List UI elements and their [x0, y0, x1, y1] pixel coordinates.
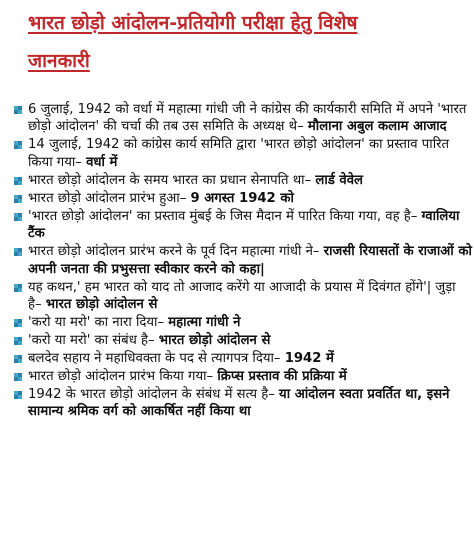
answer-text: 1942 में [284, 351, 334, 367]
list-item [10, 350, 472, 367]
question-text: 'भारत छोड़ो आंदोलन' का प्रस्ताव मुंबई के जिस मैदान में पारित किया गया, वह है– [28, 208, 422, 224]
diamond-bullet-icon [14, 373, 22, 381]
answer-text: राजसी रियासतों के राजाओं को अपनी जनता की प्रभुसत्ता स्वीकार करने को कहा| [28, 244, 472, 277]
answer-text: भारत छोड़ो आंदोलन से [45, 297, 158, 313]
diamond-bullet-icon [14, 284, 22, 292]
answer-text: क्रिप्स प्रस्ताव की प्रक्रिया में [217, 369, 347, 385]
answer-text: 9 अगस्त 1942 को [190, 190, 294, 206]
answer-text: ग्वालिया टैंक [28, 208, 460, 242]
list-item [10, 101, 472, 136]
list-item [10, 386, 472, 421]
title-line-1: भारत छोड़ो आंदोलन-प्रतियोगी परीक्षा हेतु विशेष [28, 12, 358, 34]
list-item [10, 136, 472, 171]
title-line-2: जानकारी [28, 50, 90, 72]
answer-text: वर्धा में [86, 154, 118, 170]
diamond-bullet-icon [14, 337, 22, 345]
question-text: भारत छोड़ो आंदोलन प्रारंभ करने के पूर्व दिन महात्मा गांधी ने– [28, 244, 324, 260]
diamond-bullet-icon [14, 141, 22, 149]
question-text: यह कथन,' हम भारत को याद तो आजाद करेंगे या आजादी के प्रयास में दिवंगत होंगे'| जुड़ा है– [28, 279, 456, 313]
question-text: भारत छोड़ो आंदोलन प्रारंभ किया गया– [28, 369, 218, 385]
answer-text: भारत छोड़ो आंदोलन से [158, 333, 271, 349]
answer-text: या आंदोलन स्वता प्रवर्तित था, इसने सामान्य श्रमिक वर्ग को आकर्षित नहीं किया था [28, 387, 450, 420]
question-text: 6 जुलाई, 1942 को वर्धा में महात्मा गांधी जी ने कांग्रेस की कार्यकारी समिति में अपने 'भारत छोड़ो आंदोलन' की चर्चा की तब उस समिति के अध्यक्ष थे– [28, 102, 467, 135]
question-text: भारत छोड़ो आंदोलन के समय भारत का प्रधान सेनापति था– [28, 172, 316, 188]
question-text: 1942 के भारत छोड़ो आंदोलन के संबंध में सत्य है– [28, 387, 280, 403]
list-item [10, 279, 472, 314]
diamond-bullet-icon [14, 106, 22, 114]
list-item [10, 208, 472, 243]
question-text: बलदेव सहाय ने महाधिवक्ता के पद से त्यागपत्र दिया– [28, 351, 285, 367]
diamond-bullet-icon [14, 213, 22, 221]
diamond-bullet-icon [14, 319, 22, 327]
answer-text: मौलाना अबुल कलाम आजाद [307, 119, 447, 135]
list-item [10, 332, 472, 349]
diamond-bullet-icon [14, 248, 22, 256]
list-item [10, 368, 472, 385]
answer-text: महात्मा गांधी ने [168, 315, 241, 331]
article-title [0, 0, 474, 80]
list-item [10, 172, 472, 189]
answer-text: लार्ड वेवेल [315, 172, 363, 188]
list-item [10, 190, 472, 207]
question-text: 14 जुलाई, 1942 को कांग्रेस कार्य समिति द्वारा 'भारत छोड़ो आंदोलन' का प्रस्ताव पारित किया गया– [28, 137, 450, 170]
diamond-bullet-icon [14, 355, 22, 363]
question-text: भारत छोड़ो आंदोलन प्रारंभ हुआ– [28, 190, 191, 206]
diamond-bullet-icon [14, 391, 22, 399]
question-text: 'करो या मरो' का नारा दिया– [28, 315, 169, 331]
diamond-bullet-icon [14, 177, 22, 185]
facts-list [10, 101, 472, 421]
list-item [10, 314, 472, 331]
list-item [10, 243, 472, 278]
question-text: 'करो या मरो' का संबंध है– [28, 333, 159, 349]
diamond-bullet-icon [14, 195, 22, 203]
